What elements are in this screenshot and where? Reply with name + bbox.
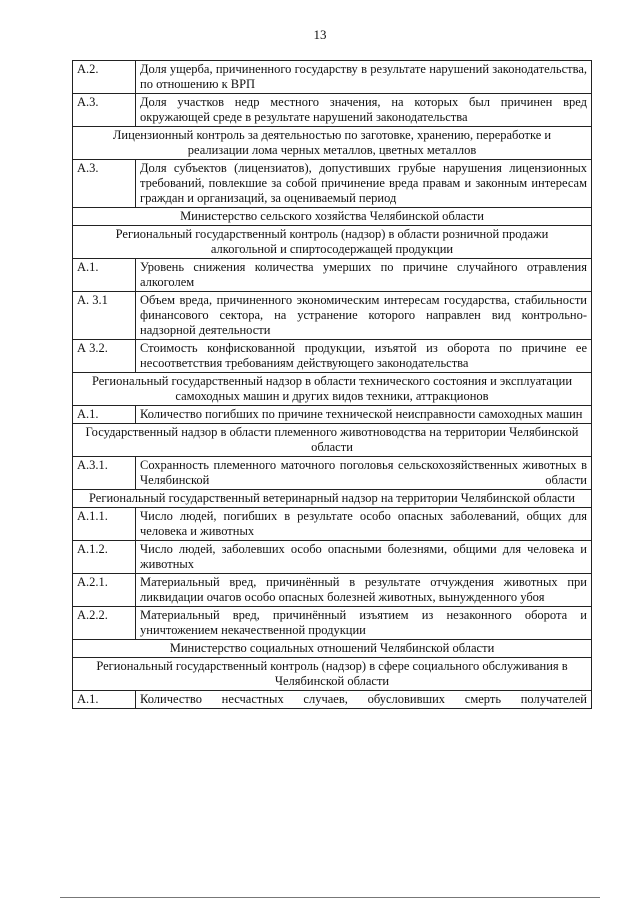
indicator-text: Количество погибших по причине технической неисправности самоходных машин [136,406,592,424]
ministry-title: Министерство сельского хозяйства Челябинской области [73,208,592,226]
section-title: Региональный государственный ветеринарный надзор на территории Челябинской области [73,490,592,508]
indicator-text: Уровень снижения количества умерших по причине случайного отравления алкоголем [136,259,592,292]
ministry-title: Министерство социальных отношений Челябинской области [73,640,592,658]
table-row [73,574,592,607]
table-row [73,61,592,94]
indicator-text: Стоимость конфискованной продукции, изъятой из оборота по причине ее несоответствия требованиям действующего законодательства [136,340,592,373]
table-row [73,691,592,709]
table-row [73,406,592,424]
section-title: Региональный государственный контроль (надзор) в сфере социального обслуживания в Челябинской области [73,658,592,691]
indicator-text: Доля ущерба, причиненного государству в результате нарушений законодательства, по отношению к ВРП [136,61,592,94]
table-row [73,160,592,208]
indicator-text: Количество несчастных случаев, обусловивших смерть получателей [136,691,592,709]
table-row [73,94,592,127]
indicator-code: А.3.1. [73,457,136,490]
indicator-code: А.2. [73,61,136,94]
section-header-row [73,490,592,508]
indicator-text: Доля участков недр местного значения, на которых был причинен вред окружающей среде в результате нарушений законодательства [136,94,592,127]
table-row [73,541,592,574]
indicator-text: Сохранность племенного маточного поголовья сельскохозяйственных животных в Челябинской области [136,457,592,490]
table-row [73,508,592,541]
indicator-code: А.2.2. [73,607,136,640]
indicator-code: А.1. [73,259,136,292]
section-header-row [73,658,592,691]
indicator-code: А.3. [73,94,136,127]
ministry-header-row [73,640,592,658]
page-bottom-edge [60,897,600,898]
section-title: Лицензионный контроль за деятельностью по заготовке, хранению, переработке и реализации лома черных металлов, цветных металлов [73,127,592,160]
indicator-code: А. 3.1 [73,292,136,340]
section-title: Региональный государственный контроль (надзор) в области розничной продажи алкогольной и спиртосодержащей продукции [73,226,592,259]
indicator-code: А.1. [73,406,136,424]
section-header-row [73,127,592,160]
table-row [73,607,592,640]
indicator-text: Материальный вред, причинённый в результате отчуждения животных при ликвидации очагов особо опасных болезней животных, вынужденного убоя [136,574,592,607]
indicator-text: Число людей, погибших в результате особо опасных заболеваний, общих для человека и животных [136,508,592,541]
indicator-text: Материальный вред, причинённый изъятием из незаконного оборота и уничтожением некачественной продукции [136,607,592,640]
indicator-code: А.3. [73,160,136,208]
section-title: Государственный надзор в области племенного животноводства на территории Челябинской области [73,424,592,457]
indicator-code: А.1.2. [73,541,136,574]
table-row [73,259,592,292]
indicator-text: Число людей, заболевших особо опасными болезнями, общими для человека и животных [136,541,592,574]
section-title: Региональный государственный надзор в области технического состояния и эксплуатации самоходных машин и других видов техники, аттракционов [73,373,592,406]
indicator-code: А.2.1. [73,574,136,607]
section-header-row [73,424,592,457]
indicators-table [72,60,592,709]
section-header-row [73,373,592,406]
indicator-text: Доля субъектов (лицензиатов), допустивших грубые нарушения лицензионных требований, повлекшие за собой причинение вреда правам и законным интересам граждан и организаций, за оцениваемый период [136,160,592,208]
table-row [73,340,592,373]
page-number: 13 [313,27,327,42]
section-header-row [73,226,592,259]
indicator-code: А 3.2. [73,340,136,373]
table-row [73,292,592,340]
indicator-code: А.1.1. [73,508,136,541]
ministry-header-row [73,208,592,226]
indicator-code: А.1. [73,691,136,709]
table-row [73,457,592,490]
indicator-text: Объем вреда, причиненного экономическим интересам государства, стабильности финансового сектора, на устранение которого направлен вид контрольно-надзорной деятельности [136,292,592,340]
